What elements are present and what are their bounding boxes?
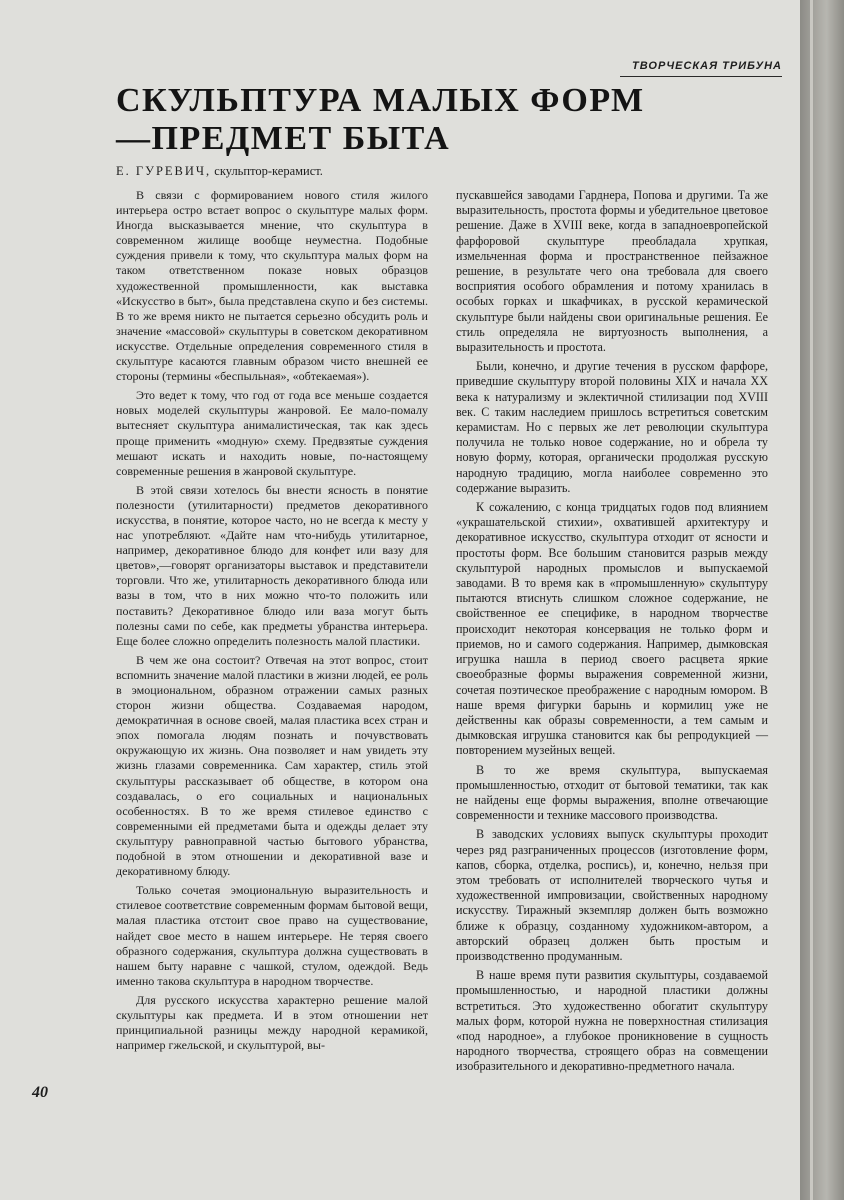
author-role: скульптор-керамист. <box>214 164 323 178</box>
title-line-1: СКУЛЬПТУРА МАЛЫХ ФОРМ <box>116 82 645 119</box>
title-line-2: —ПРЕДМЕТ БЫТА <box>116 120 451 157</box>
paragraph: В связи с формированием нового стиля жилого интерьера остро встает вопрос о скульптуре малых форм. Иногда высказывается мнение, что скульптура в современном жилище вообще неуместна. Подобные суждения привели к тому, что скульптура малых форм на таком ответственном показе новых образцов художественной промышленности, как выставка «Искусство в быт», была представлена скупо и без системы. В то же время никто не пытается серьезно обсудить роль и значение «массовой» скульптуры в советском декоративном искусстве. Отдельные определения современного стиля в скульптуре касаются главным образом чисто внешней ее стороны (термины «беспыльная», «обтекаемая»). <box>116 188 428 384</box>
article-title <box>116 82 645 158</box>
page-fold-shadow <box>800 0 844 1200</box>
author-name: Е. ГУРЕВИЧ, <box>116 164 212 178</box>
paragraph: В заводских условиях выпуск скульптуры проходит через ряд разграниченных процессов (изготовление форм, капов, сборка, отделка, роспись), и, конечно, нельзя при этом требовать от исполнителей творческого чутья и художественной импровизации, свойственных народному искусству. Тиражный экземпляр должен быть возможно ближе к образцу, созданному художником-автором, а авторский образец должен быть простым и производственно продуманным. <box>456 827 768 963</box>
next-page-edge <box>810 0 813 1200</box>
paragraph: Для русского искусства характерно решение малой скульптуры как предмета. И в этом отношении нет принципиальной разницы между народной керамикой, например гжельской, и скульптурой, вы- <box>116 992 428 1053</box>
text-column-right <box>456 188 768 1079</box>
paragraph: пускавшейся заводами Гарднера, Попова и другими. Та же выразительность, простота формы и убедительное цветовое решение. Даже в XVIII веке, когда в западноевропейской фарфоровой скульптуре преобладала хрупкая, измельченная форма и пространственное пейзажное решение, в результате чего она требовала для своего восприятия особого обрамления и потому хранилась в особых горках и шкафчиках, в русской керамической скульптуре были найдены свои оригинальные решения. Ее стиль определяла не виртуозность выполнения, а выразительность и простота. <box>456 188 768 355</box>
page-number: 40 <box>32 1084 48 1101</box>
paragraph: В этой связи хотелось бы внести ясность в понятие полезности (утилитарности) предметов декоративного искусства, в понятие, которое часто, но не всегда к месту у нас употребляют. «Дайте нам что-нибудь утилитарное, например, декоративное блюдо для конфет или вазу для цветов»,—говорят организаторы выставок и представители торговли. Что же, утилитарность декоративного блюда или вазы в том, что в них можно что-то положить или поставить? Декоративное блюдо или ваза могут быть полезны сами по себе, как предметы убранства интерьера. Еще более сложно определить полезность малой пластики. <box>116 482 428 648</box>
section-header: ТВОРЧЕСКАЯ ТРИБУНА <box>620 60 782 77</box>
paragraph: В то же время скульптура, выпускаемая промышленностью, отходит от бытовой тематики, так как не найдены еще формы выражения, вполне отвечающие современности и технике массового производства. <box>456 762 768 823</box>
paragraph: В наше время пути развития скульптуры, создаваемой промышленностью, и народной пластики должны встретиться. Это художественно обогатит скульптуру малых форм, которой нужна не поверхностная стилизация «под народное», а глубокое проникновение в сущность народного творчества, строящего образ на совмещении изобразительного и декоративно-предметного начала. <box>456 968 768 1074</box>
paragraph: В чем же она состоит? Отвечая на этот вопрос, стоит вспомнить значение малой пластики в жизни людей, ее роль в эмоциональном, образном отражении самых разных сторон жизни общества. Создаваемая народом, демократичная в основе своей, малая пластика всех стран и эпох помогала людям познать и почувствовать окружающую их жизнь. Она позволяет и нам увидеть эту жизнь глазами современника. Сам характер, стиль этой скульптуры рассказывает об обществе, в котором она создавалась, о его социальных и национальных особенностях. В то же время стилевое единство с современными ей предметами быта и одежды делает эту скульптуру равноправной частью бытового убранства, подобной в этом отношении и декоративной вазе и декоративному блюду. <box>116 652 428 879</box>
paragraph: Были, конечно, и другие течения в русском фарфоре, приведшие скульптуру второй половины XIX и начала XX века к натурализму и эклектичной стилизации под XVIII век. С таким наследием пришлось встретиться советским керамистам. Но с первых же лет революции скульптура получила не только новое содержание, но и обрела ту новую форму, которая, органически продолжая русскую народную традицию, могла наиболее современно это содержание выразить. <box>456 359 768 495</box>
paragraph: Это ведет к тому, что год от года все меньше создается новых моделей скульптуры жанровой. Ее мало-помалу вытесняет скульптура анималистическая, так как здесь проще применить «модную» схему. Предвзятые суждения мешают искать и находить новые, по-настоящему современные решения в жанровой скульптуре. <box>116 388 428 478</box>
paragraph: Только сочетая эмоциональную выразительность и стилевое соответствие современным формам бытовой вещи, малая пластика отстоит свое право на существование, найдет свое место в нашем интерьере. Не теряя своего образного содержания, скульптура должна существовать в нашем быту наравне с чашкой, стулом, одеждой. Ведь именно такова скульптура в народном творчестве. <box>116 883 428 988</box>
text-column-left <box>116 188 428 1057</box>
paragraph: К сожалению, с конца тридцатых годов под влиянием «украшательской стихии», охватившей архитектуру и декоративное искусство, скульптура отходит от ясности и простоты форм. Все большим становится разрыв между скульптурой народных промыслов и выпускаемой заводами. В то время как в «промышленную» скульптуру пытаются втиснуть слишком сложное содержание, не свойственное ее специфике, в народном творчестве происходит некоторая консервация не только форм и приемов, но и самого содержания. Например, дымковская игрушка нашла в период своего расцвета яркие своеобразные формы выражения современной жизни, сочетая поэтическое преображение с народным юмором. В наше время фигурки барынь и кормилиц уже не действенны как образы современности, а тем самым и дымковская игрушка становится как бы репродукцией — повторением музейных вещей. <box>456 500 768 758</box>
byline <box>116 164 516 179</box>
